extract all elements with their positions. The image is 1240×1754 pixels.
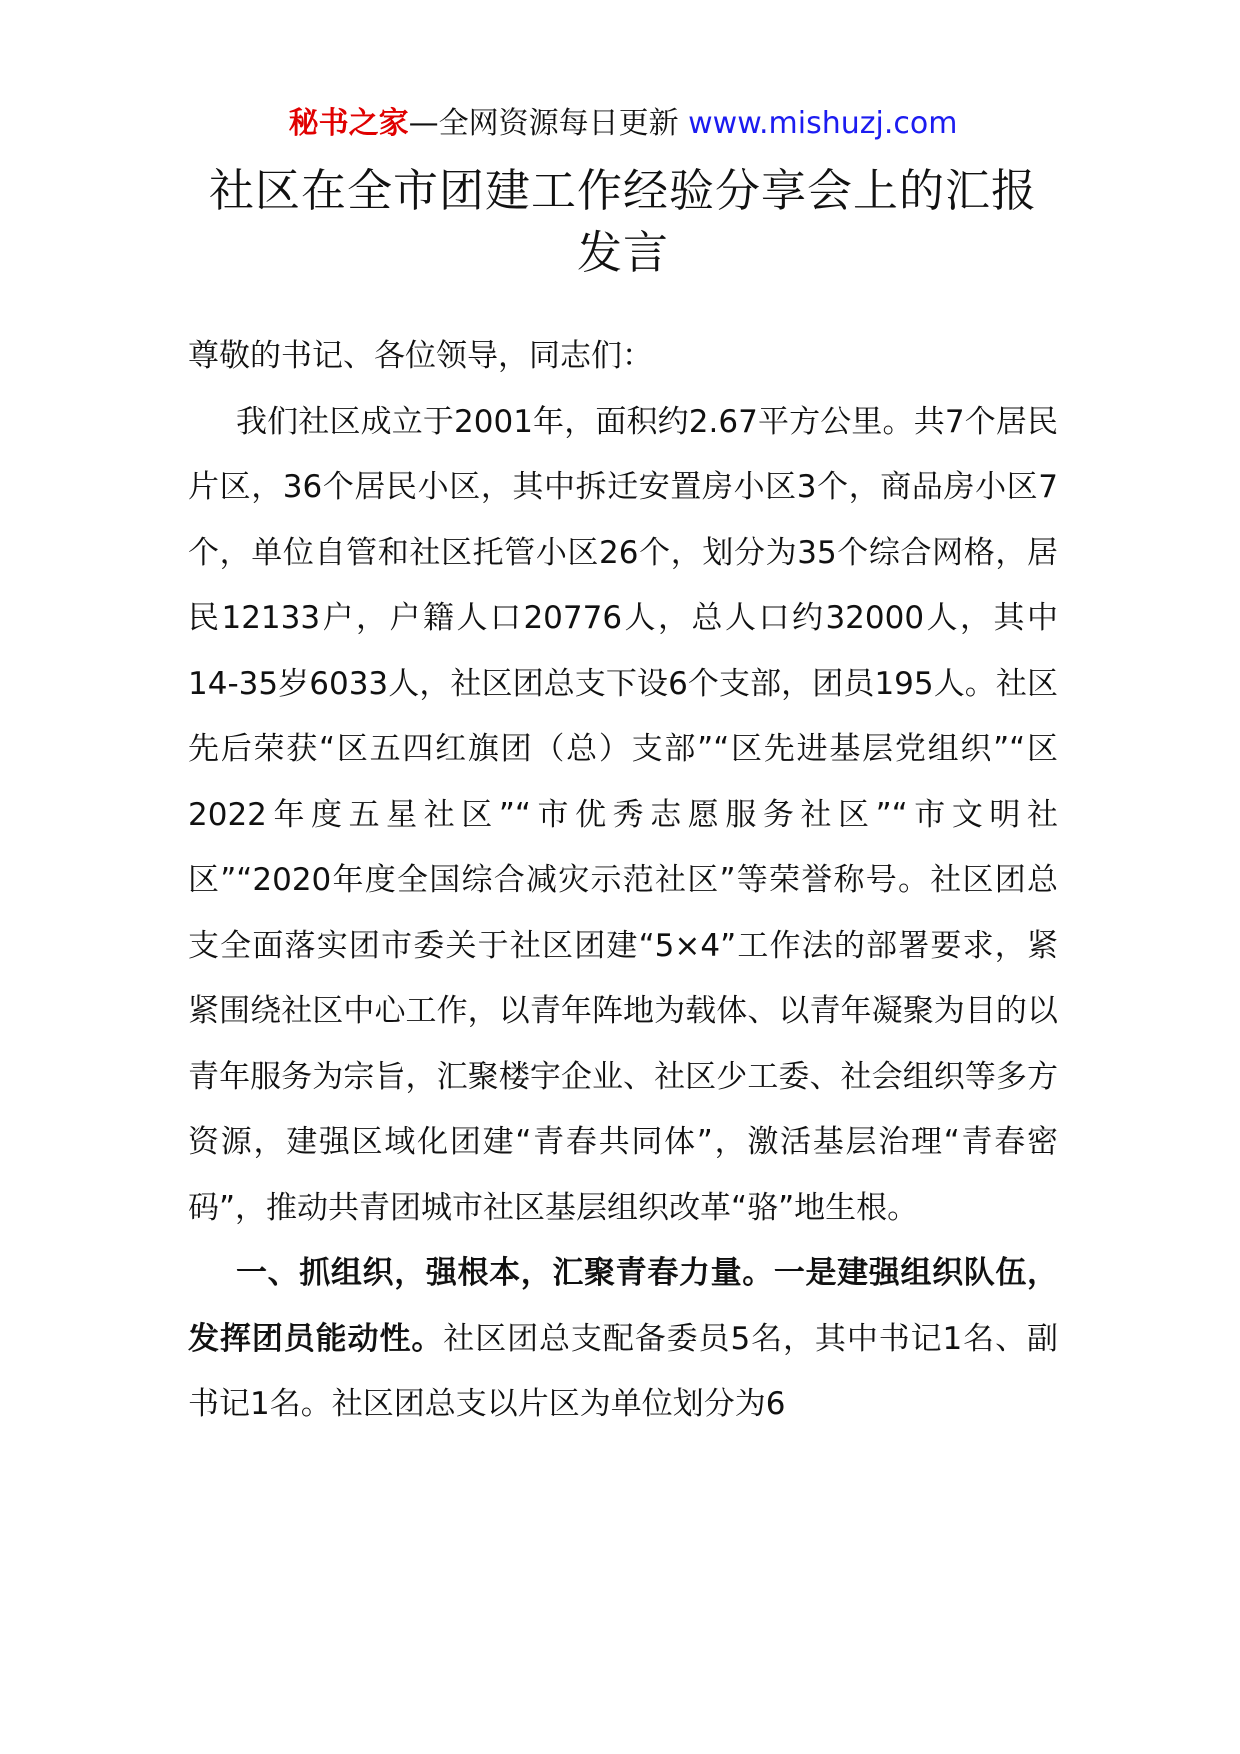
salutation: 尊敬的书记、各位领导，同志们： xyxy=(188,338,653,374)
intro-paragraph: 我们社区成立于2001年，面积约2.67平方公里。共7个居民片区，36个居民小区，其中拆迁安置房小区3个，商品房小区7个，单位自管和社区托管小区26个，划分为35个综合网格，居民12133户，户籍人口20776人，总人口约32000人，其中14-35岁6033人，社区团总支下设6个支部，团员195人。社区先后荣获“区五四红旗团（总）支部”“区先进基层党组织”“区2022年度五星社区”“市优秀志愿服务社区”“市文明社区”“2020年度全国综合减灾示范社区”等荣誉称号。社区团总支全面落实团市委关于社区团建“5×4”工作法的部署要求，紧紧围绕社区中心工作，以青年阵地为载体、以青年凝聚为目的以青年服务为宗旨，汇聚楼宇企业、社区少工委、社会组织等多方资源，建强区域化团建“青春共同体”，激活基层治理“青春密码”，推动共青团城市社区基层组织改革“骆”地生根。 xyxy=(188,403,1058,1226)
title-line-2: 发言 xyxy=(576,226,669,279)
site-header xyxy=(188,104,1058,144)
site-url-link[interactable]: www.mishuzj.com xyxy=(688,106,958,141)
section-1-text: 社区团总支配备委员5名，其中书记1名、副书记1名。社区团总支以片区为单位划分为6 xyxy=(188,1320,1058,1422)
section-1-paragraph xyxy=(188,1241,1058,1438)
document-title xyxy=(188,160,1058,284)
title-line-1: 社区在全市团建工作经验分享会上的汇报 xyxy=(208,164,1037,217)
header-tagline: —全网资源每日更新 xyxy=(408,106,689,141)
section-1-subheading: 一是建强组织队伍，发挥团员能动性。 xyxy=(188,1255,1059,1357)
brand-name: 秘书之家 xyxy=(288,106,409,141)
document-body xyxy=(188,324,1058,1438)
section-1-heading: 一、抓组织，强根本，汇聚青春力量。 xyxy=(236,1255,774,1291)
